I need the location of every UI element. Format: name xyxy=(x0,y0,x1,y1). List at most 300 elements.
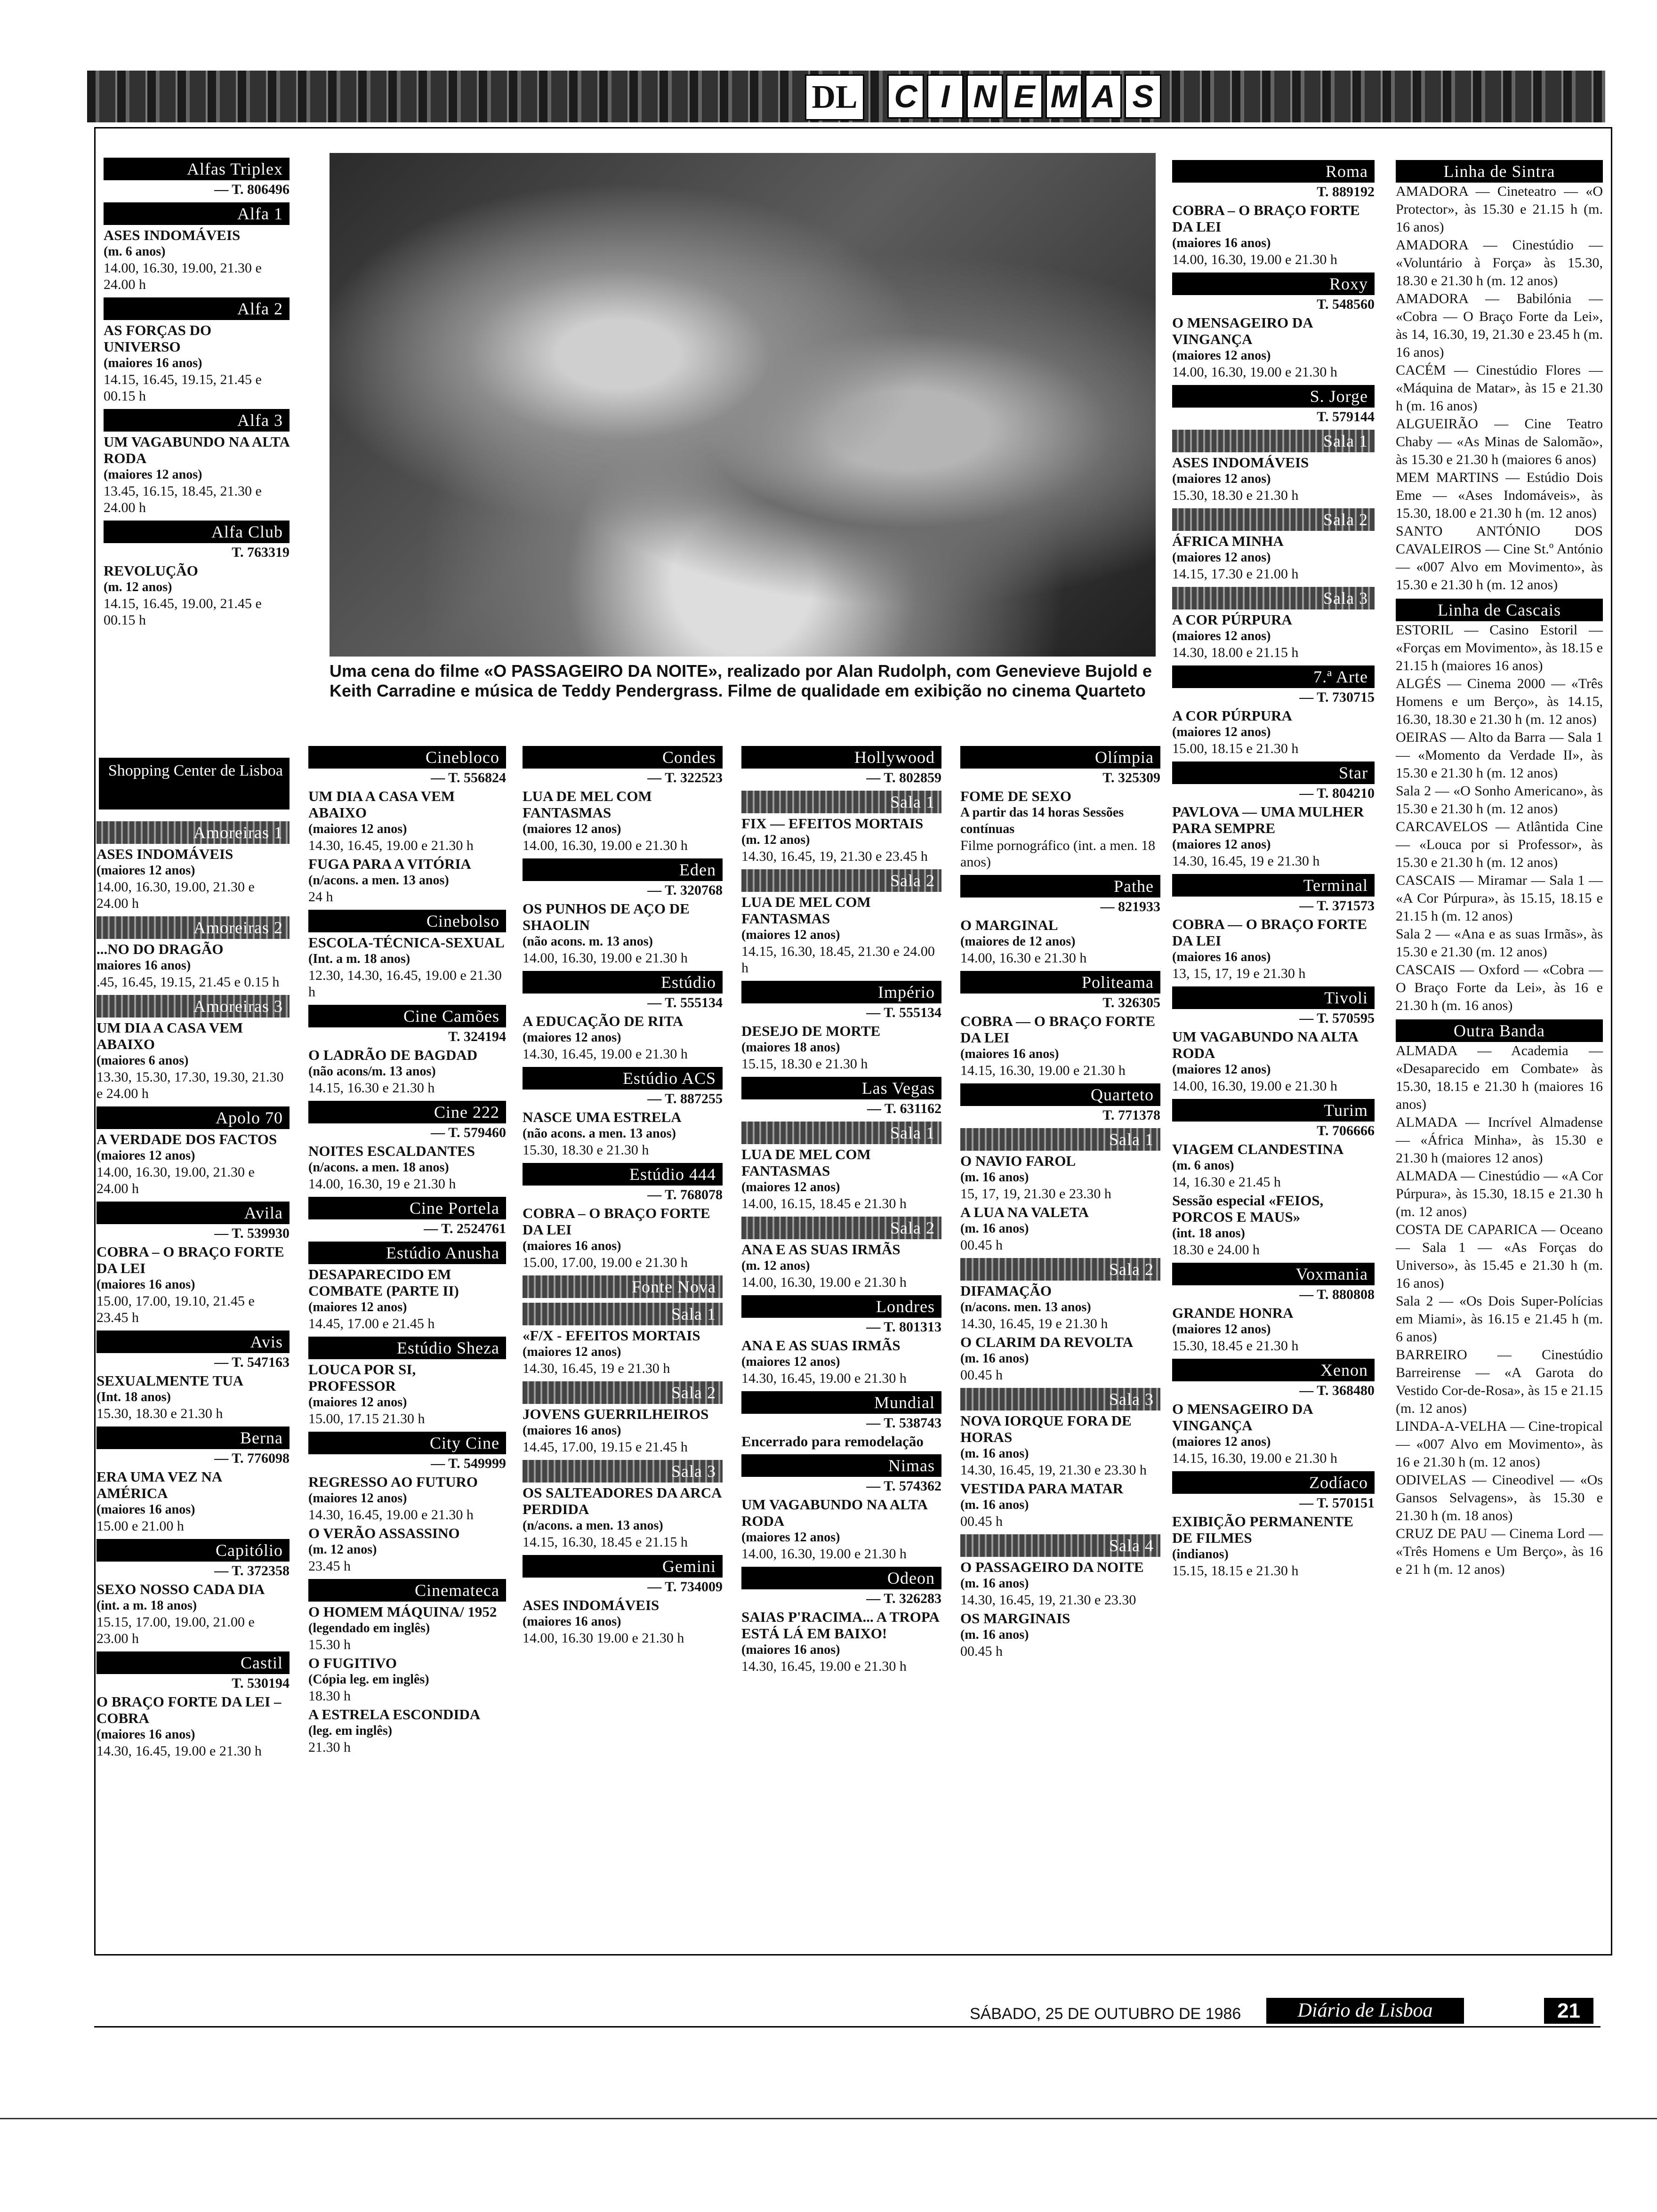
cinema-name-bar: Sala 4 xyxy=(960,1534,1160,1557)
film-rating: (maiores 16 anos) xyxy=(523,1423,621,1438)
cinema-entry xyxy=(523,1460,723,1550)
showtimes: 15.30, 18.30 e 21.30 h xyxy=(97,1406,223,1421)
film-title: A COR PÚRPURA xyxy=(1172,707,1292,724)
column-5 xyxy=(960,741,1160,1662)
page-header-banner xyxy=(87,71,1605,122)
showtimes: 14.30, 16.45, 19 e 21.30 h xyxy=(960,1316,1108,1331)
cinemas-title xyxy=(887,74,1164,118)
film-title: DESEJO DE MORTE xyxy=(741,1023,881,1039)
film-title: UM DIA A CASA VEM ABAIXO xyxy=(97,1019,243,1052)
cinema-phone: — T. 538743 xyxy=(866,1415,941,1431)
regional-listing: BARREIRO — Cinestúdio Barreirense — «A Garota do Vestido Cor-de-Rosa», às 15 e 21.15 (m. 12 anos) xyxy=(1396,1347,1603,1416)
showtimes: 14.45, 17.00, 19.15 e 21.45 h xyxy=(523,1439,688,1455)
showtimes: 15.00, 17.00, 19.10, 21.45 e 23.45 h xyxy=(97,1293,255,1325)
film-title: ASES INDOMÁVEIS xyxy=(97,846,233,862)
showtimes: 14.15, 16.45, 19.00, 21.45 e 00.15 h xyxy=(104,596,262,628)
cinema-entry xyxy=(1172,1263,1375,1354)
cinema-entry xyxy=(97,1202,290,1326)
film-rating: (n/acons. a men. 18 anos) xyxy=(308,1160,449,1175)
film-title: LUA DE MEL COM FANTASMAS xyxy=(741,894,871,927)
showtimes: 14.00, 16.30 19.00 e 21.30 h xyxy=(523,1630,684,1646)
region-header: Linha de Cascais xyxy=(1396,599,1603,621)
cinema-phone: — T. 570595 xyxy=(1299,1010,1375,1026)
film-title: A VERDADE DOS FACTOS xyxy=(97,1131,277,1147)
cinema-name-bar: Olímpia xyxy=(960,746,1160,769)
column-6 xyxy=(1172,155,1375,1582)
column-3 xyxy=(523,741,723,1649)
cinema-phone: T. 771378 xyxy=(1102,1107,1160,1123)
film-rating: (maiores 16 anos) xyxy=(960,1047,1059,1061)
film-rating: (maiores 12 anos) xyxy=(523,1345,621,1359)
cinema-phone: — T. 768078 xyxy=(647,1187,723,1202)
cinema-entry xyxy=(741,1391,941,1450)
showtimes: 15.15, 18.15 e 21.30 h xyxy=(1172,1563,1299,1579)
showtimes: 14.15, 16.30, 18.45 e 21.15 h xyxy=(523,1534,688,1550)
film-title: O BRAÇO FORTE DA LEI – COBRA xyxy=(97,1693,282,1726)
cinema-entry xyxy=(741,791,941,865)
film-title: ERA UMA VEZ NA AMÉRICA xyxy=(97,1468,222,1501)
film-title: ANA E AS SUAS IRMÃS xyxy=(741,1337,901,1354)
cinema-name-bar: Alfa 3 xyxy=(104,409,290,432)
cinema-name-bar: Estúdio Anusha xyxy=(308,1242,506,1264)
showtimes: 00.45 h xyxy=(960,1367,1003,1383)
film-rating: (maiores 16 anos) xyxy=(523,1239,621,1253)
film-title: DESAPARECIDO EM COMBATE (PARTE II) xyxy=(308,1266,459,1299)
cinema-phone: T. 326305 xyxy=(1102,995,1160,1010)
cinema-name-bar: Eden xyxy=(523,858,723,881)
cinema-entry xyxy=(523,1555,723,1646)
showtimes: 14.15, 16.30, 19.00 e 21.30 h xyxy=(960,1063,1126,1078)
cinema-entry xyxy=(960,1128,1160,1253)
film-rating: (m. 12 anos) xyxy=(741,1258,810,1273)
cinema-name-bar: Império xyxy=(741,981,941,1003)
cinema-entry xyxy=(1172,761,1375,869)
cinema-phone: T. 325309 xyxy=(1102,770,1160,785)
film-rating: (indianos) xyxy=(1172,1547,1229,1562)
cinema-entry xyxy=(308,1242,506,1332)
cinema-name-bar: Estúdio Sheza xyxy=(308,1337,506,1359)
cinema-entry xyxy=(741,1454,941,1562)
film-title: O MARGINAL xyxy=(960,917,1058,933)
film-rating: (m. 16 anos) xyxy=(960,1627,1029,1642)
regional-listing: ALGUEIRÃO — Cine Teatro Chaby — «As Minas de Salomão», às 15.30 e 21.30 h (maiores 6 anos) xyxy=(1396,416,1603,467)
film-title: O LADRÃO DE BAGDAD xyxy=(308,1047,478,1063)
film-rating: (m. 12 anos) xyxy=(741,833,810,847)
cinema-phone: — T. 804210 xyxy=(1299,785,1375,801)
shopping-center-header: Shopping Center de Lisboa xyxy=(99,758,290,809)
regional-listing: ALGÉS — Cinema 2000 — «Três Homens e um Berço», às 14.15, 16.30, 18.30 e 21.30 h (m. 12 anos) xyxy=(1396,676,1603,727)
film-title: ÁFRICA MINHA xyxy=(1172,533,1284,549)
film-title: UM VAGABUNDO NA ALTA RODA xyxy=(1172,1028,1358,1061)
cinema-name-bar: City Cine xyxy=(308,1432,506,1454)
film-rating: (m. 16 anos) xyxy=(960,1498,1029,1512)
cinema-entry xyxy=(523,858,723,966)
showtimes: 12.30, 14.30, 16.45, 19.00 e 21.30 h xyxy=(308,968,502,1000)
film-rating: (m. 12 anos) xyxy=(104,580,172,594)
cinema-entry xyxy=(1172,1471,1375,1579)
film-rating: (maiores 12 anos) xyxy=(741,1530,840,1545)
film-title: COBRA – O BRAÇO FORTE DA LEI xyxy=(1172,202,1360,235)
film-rating: (maiores 16 anos) xyxy=(97,1502,195,1517)
film-title: LOUCA POR SI, PROFESSOR xyxy=(308,1361,416,1394)
cinema-entry xyxy=(308,1432,506,1574)
cinema-entry xyxy=(741,1077,941,1117)
cinema-phone: T. 763319 xyxy=(232,545,290,560)
cinema-phone: — T. 368480 xyxy=(1299,1383,1375,1398)
cinema-name-bar: S. Jorge xyxy=(1172,385,1375,408)
showtimes: 15, 17, 19, 21.30 e 23.30 h xyxy=(960,1186,1111,1202)
film-title: PAVLOVA — UMA MULHER PARA SEMPRE xyxy=(1172,803,1364,836)
showtimes: 14.00, 16.30, 19.00 e 21.30 h xyxy=(1172,252,1337,267)
regional-listing: LINDA-A-VELHA — Cine-tropical — «007 Alvo em Movimento», às 16 e 21.30 h (m. 12 anos) xyxy=(1396,1419,1603,1470)
photo-caption: Uma cena do filme «O PASSAGEIRO DA NOITE», realizado por Alan Rudolph, com Genevieve Bujold e Keith Carradine e música de Teddy Pendergrass. Filme de qualidade em exibição no cinema Quarteto xyxy=(330,661,1152,700)
showtimes: 14.30, 18.00 e 21.15 h xyxy=(1172,645,1299,660)
film-rating: (maiores 12 anos) xyxy=(741,1354,840,1369)
showtimes: 15.00, 17.00, 19.00 e 21.30 h xyxy=(523,1255,688,1270)
film-title: O MENSAGEIRO DA VINGANÇA xyxy=(1172,1401,1312,1434)
film-rating: (m. 6 anos) xyxy=(1172,1158,1234,1173)
showtimes: 15.15, 17.00, 19.00, 21.00 e 23.00 h xyxy=(97,1614,255,1646)
regional-listing: CASCAIS — Miramar — Sala 1 — «A Cor Púrpura», às 15.15, 18.15 e 21.15 h (m. 12 anos) xyxy=(1396,873,1603,924)
film-title: JOVENS GUERRILHEIROS xyxy=(523,1406,709,1422)
film-rating: (maiores 12 anos) xyxy=(1172,1435,1271,1449)
film-rating: (m. 16 anos) xyxy=(960,1351,1029,1366)
showtimes: 14.30, 16.45, 19, 21.30 e 23.30 xyxy=(960,1592,1136,1608)
film-rating: (maiores 12 anos) xyxy=(1172,1062,1271,1077)
film-rating: (m. 16 anos) xyxy=(960,1221,1029,1236)
cinema-entry xyxy=(97,1651,290,1759)
cinema-entry xyxy=(523,971,723,1062)
cinema-name-bar: Odeon xyxy=(741,1567,941,1589)
film-rating: (maiores 12 anos) xyxy=(1172,550,1271,565)
showtimes: 14.15, 17.30 e 21.00 h xyxy=(1172,566,1299,582)
film-rating: A partir das 14 horas Sessões contínuas xyxy=(960,805,1124,836)
cinema-phone: — T. 734009 xyxy=(647,1579,723,1595)
cinema-entry xyxy=(104,297,290,404)
showtimes: 24 h xyxy=(308,889,333,905)
film-title: GRANDE HONRA xyxy=(1172,1305,1294,1321)
film-rating: (maiores 6 anos) xyxy=(97,1053,189,1068)
cinema-entry xyxy=(97,916,290,990)
cinema-name-bar: Alfa 2 xyxy=(104,297,290,320)
showtimes: 14.00, 16.30, 19.00 e 21.30 h xyxy=(1172,1078,1337,1094)
showtimes: 18.30 h xyxy=(308,1688,351,1704)
cinema-entry xyxy=(741,1295,941,1387)
cinema-name-bar: Sala 2 xyxy=(741,1217,941,1239)
cinema-name-bar: Sala 1 xyxy=(741,1122,941,1144)
cinema-entry xyxy=(97,1427,290,1534)
cinema-name-bar: Cine Portela xyxy=(308,1197,506,1219)
region-header: Outra Banda xyxy=(1396,1019,1603,1042)
film-title: ASES INDOMÁVEIS xyxy=(104,227,241,243)
film-rating: (maiores 12 anos) xyxy=(97,1148,195,1163)
cinema-entry xyxy=(741,869,941,976)
film-still-photo xyxy=(330,153,1156,657)
cinema-name-bar: Sala 2 xyxy=(523,1381,723,1404)
film-title: SEXO NOSSO CADA DIA xyxy=(97,1581,265,1597)
cinema-phone: T. 324194 xyxy=(448,1029,506,1044)
page-bottom-rule xyxy=(0,2118,1657,2119)
film-rating: (maiores 12 anos) xyxy=(1172,472,1271,486)
cinema-name-bar: Sala 1 xyxy=(1172,430,1375,452)
film-rating: (maiores 16 anos) xyxy=(97,1277,195,1292)
cinema-phone: — T. 801313 xyxy=(866,1319,941,1335)
film-rating: (maiores 12 anos) xyxy=(523,822,621,836)
regional-listing: ALMADA — Incrível Almadense — «África Minha», às 15.30 e 21.30 h (maiores 12 anos) xyxy=(1396,1114,1603,1166)
regional-listing: AMADORA — Babilónia — «Cobra — O Braço Forte da Lei», às 14, 16.30, 19, 21.30 e 23.45 h (m. 16 anos) xyxy=(1396,291,1603,360)
film-title: DIFAMAÇÃO xyxy=(960,1282,1052,1299)
film-title: SAIAS P'RACIMA... A TROPA ESTÁ LÁ EM BAIXO! xyxy=(741,1609,939,1642)
cinema-name-bar: Turim xyxy=(1172,1099,1375,1122)
film-rating: (n/acons. a men. 13 anos) xyxy=(523,1518,663,1533)
cinema-name-bar: Xenon xyxy=(1172,1359,1375,1381)
film-title: LUA DE MEL COM FANTASMAS xyxy=(741,1146,871,1179)
regional-listing: AMADORA — Cinestúdio — «Voluntário à Força» às 15.30, 18.30 e 21.30 h (m. 12 anos) xyxy=(1396,237,1603,289)
title-letter: I xyxy=(927,74,964,119)
film-rating: (maiores 12 anos) xyxy=(308,1300,407,1314)
showtimes: 15.15, 18.30 e 21.30 h xyxy=(741,1056,868,1072)
cinema-phone: — T. 555134 xyxy=(647,995,723,1010)
showtimes: 14.30, 16.45, 19.00 e 21.30 h xyxy=(741,1659,907,1674)
film-rating: (maiores 12 anos) xyxy=(1172,837,1271,852)
cinema-entry xyxy=(523,746,723,854)
film-rating: (m. 6 anos) xyxy=(104,244,166,259)
film-rating: (maiores 12 anos) xyxy=(1172,348,1271,363)
film-title: O MENSAGEIRO DA VINGANÇA xyxy=(1172,314,1312,347)
cinema-phone: — T. 326283 xyxy=(866,1591,941,1606)
showtimes: 00.45 h xyxy=(960,1237,1003,1253)
cinema-name-bar: Alfas Triplex xyxy=(104,158,290,180)
showtimes: 18.30 e 24.00 h xyxy=(1172,1242,1260,1258)
cinema-name-bar: Avis xyxy=(97,1330,290,1353)
regional-listing: CACÉM — Cinestúdio Flores — «Máquina de Matar», às 15 e 21.30 h (m. 16 anos) xyxy=(1396,362,1603,414)
film-title: NASCE UMA ESTRELA xyxy=(523,1109,682,1125)
cinema-entry xyxy=(1172,1099,1375,1258)
column-1 xyxy=(104,153,290,631)
regional-listing: ALMADA — Academia — «Desaparecido em Combate» às 15.30, 18.15 e 21.30 h (maiores 16 anos) xyxy=(1396,1043,1603,1112)
film-rating: (maiores de 12 anos) xyxy=(960,934,1076,949)
cinema-name-bar: Berna xyxy=(97,1427,290,1449)
cinema-name-bar: Londres xyxy=(741,1295,941,1318)
showtimes: Filme pornográfico (int. a men. 18 anos) xyxy=(960,838,1156,870)
film-rating: (leg. em inglês) xyxy=(308,1723,393,1738)
cinema-name-bar: Estúdio xyxy=(523,971,723,994)
cinema-entry xyxy=(308,1337,506,1427)
cinema-entry xyxy=(1172,272,1375,380)
film-title: FIX — EFEITOS MORTAIS xyxy=(741,815,924,832)
cinema-name-bar: Alfa Club xyxy=(104,521,290,543)
film-rating: (maiores 12 anos) xyxy=(308,1395,407,1410)
film-title: «F/X - EFEITOS MORTAIS xyxy=(523,1327,700,1344)
regional-listing: Sala 2 — «Os Dois Super-Polícias em Miami», às 16.15 e 21.45 h (m. 6 anos) xyxy=(1396,1293,1603,1345)
cinema-name-bar: Gemini xyxy=(523,1555,723,1578)
cinema-phone: — T. 802859 xyxy=(866,770,941,785)
cinema-phone: — T. 570151 xyxy=(1299,1495,1375,1511)
cinema-phone: — T. 776098 xyxy=(214,1451,290,1466)
film-rating: (maiores 12 anos) xyxy=(741,1180,840,1194)
cinema-entry xyxy=(523,1381,723,1455)
film-rating: (não acons. a men. 13 anos) xyxy=(523,1126,676,1141)
showtimes: 14.30, 16.45, 19.00 e 21.30 h xyxy=(308,1507,474,1523)
cinema-entry xyxy=(1172,508,1375,582)
film-title: NOITES ESCALDANTES xyxy=(308,1143,475,1159)
cinema-name-bar: Sala 3 xyxy=(523,1460,723,1483)
film-title: A EDUCAÇÃO DE RITA xyxy=(523,1013,684,1029)
cinema-name-bar: Cinebolso xyxy=(308,910,506,932)
film-rating: (Cópia leg. em inglês) xyxy=(308,1672,429,1687)
title-letter: C xyxy=(887,74,924,119)
cinema-entry xyxy=(104,158,290,198)
film-rating: (maiores 16 anos) xyxy=(1172,236,1271,250)
film-title: ...NO DO DRAGÃO xyxy=(97,941,224,957)
cinema-phone: — T. 579460 xyxy=(431,1125,506,1140)
film-rating: (maiores 12 anos) xyxy=(1172,629,1271,643)
regional-listing: ALMADA — Cinestúdio — «A Cor Púrpura», às 15.30, 18.15 e 21.30 h (m. 12 anos) xyxy=(1396,1168,1603,1219)
film-rating: (maiores 16 anos) xyxy=(741,1643,840,1657)
column-2 xyxy=(308,741,506,1758)
film-rating: (maiores 12 anos) xyxy=(308,1491,407,1506)
film-title: FUGA PARA A VITÓRIA xyxy=(308,856,471,872)
cinema-name-bar: Estúdio 444 xyxy=(523,1163,723,1186)
film-rating: (maiores 12 anos) xyxy=(104,467,202,482)
film-title: VIAGEM CLANDESTINA xyxy=(1172,1141,1344,1157)
cinema-entry xyxy=(308,910,506,1000)
dl-logo: DL xyxy=(805,74,864,120)
film-rating: (m. 16 anos) xyxy=(960,1576,1029,1591)
cinema-name-bar: Las Vegas xyxy=(741,1077,941,1099)
cinema-name-bar: Sala 1 xyxy=(523,1303,723,1325)
showtimes: 15.30, 18.45 e 21.30 h xyxy=(1172,1338,1299,1354)
film-title: O FUGITIVO xyxy=(308,1655,397,1671)
film-title: EXIBIÇÃO PERMANENTE DE FILMES xyxy=(1172,1513,1353,1546)
cinema-name-bar: Mundial xyxy=(741,1391,941,1414)
showtimes: .45, 16.45, 19.15, 21.45 e 0.15 h xyxy=(97,974,280,990)
regional-listing: CRUZ DE PAU — Cinema Lord — «Três Homens e Um Berço», às 16 e 21 h (m. 12 anos) xyxy=(1396,1526,1603,1577)
cinema-entry xyxy=(960,971,1160,1079)
film-rating: (maiores 12 anos) xyxy=(523,1030,621,1045)
film-title: O NAVIO FAROL xyxy=(960,1153,1076,1169)
cinema-entry xyxy=(1172,160,1375,268)
cinema-name-bar: Condes xyxy=(523,746,723,769)
cinema-phone: — T. 322523 xyxy=(647,770,723,785)
showtimes: 14.30, 16.45, 19 e 21.30 h xyxy=(1172,853,1320,869)
film-title: SEXUALMENTE TUA xyxy=(97,1372,244,1389)
film-title: ANA E AS SUAS IRMÃS xyxy=(741,1241,901,1258)
cinema-phone: T. 579144 xyxy=(1317,409,1375,425)
film-title: UM DIA A CASA VEM ABAIXO xyxy=(308,788,455,821)
showtimes: 14.15, 16.30, 19.00 e 21.30 h xyxy=(1172,1451,1337,1466)
showtimes: 13, 15, 17, 19 e 21.30 h xyxy=(1172,966,1306,981)
showtimes: 14.30, 16.45, 19.00 e 21.30 h xyxy=(741,1370,907,1386)
cinema-entry xyxy=(960,875,1160,966)
cinema-name-bar: Capitólio xyxy=(97,1539,290,1562)
film-rating: (m. 12 anos) xyxy=(308,1542,377,1557)
film-title: FOME DE SEXO xyxy=(960,788,1071,804)
cinema-entry xyxy=(741,981,941,1072)
film-title: REVOLUÇÃO xyxy=(104,562,198,579)
showtimes: 15.30, 18.30 e 21.30 h xyxy=(1172,488,1299,503)
cinema-name-bar: Apolo 70 xyxy=(97,1106,290,1129)
regional-listing: CARCAVELOS — Atlântida Cine — «Louca por si Professor», às 15.30 e 21.30 h (m. 12 anos) xyxy=(1396,819,1603,870)
title-letter: E xyxy=(1006,74,1043,119)
showtimes: 15.30 h xyxy=(308,1637,351,1652)
film-rating: (int. a m. 18 anos) xyxy=(97,1598,197,1613)
film-rating: (maiores 16 anos) xyxy=(104,356,202,370)
regional-listing: Sala 2 — «O Sonho Americano», às 15.30 e 21.30 h (m. 12 anos) xyxy=(1396,783,1603,817)
cinema-phone: T. 530194 xyxy=(232,1675,290,1691)
showtimes: 14.00, 16.30, 19.00 e 21.30 h xyxy=(1172,364,1337,380)
cinema-entry xyxy=(308,1579,506,1755)
film-title: A LUA NA VALETA xyxy=(960,1204,1089,1220)
regional-listing: COSTA DE CAPARICA — Oceano — Sala 1 — «As Forças do Universo», às 15.45 e 21.30 h (m. 16 anos) xyxy=(1396,1222,1603,1291)
film-title: ESCOLA-TÉCNICA-SEXUAL xyxy=(308,934,505,951)
showtimes: 14.15, 16.30, 18.45, 21.30 e 24.00 h xyxy=(741,944,935,976)
cinema-phone: — T. 2524761 xyxy=(424,1221,506,1236)
film-rating: (n/acons. men. 13 anos) xyxy=(960,1300,1091,1314)
showtimes: 15.00, 17.15 21.30 h xyxy=(308,1411,425,1427)
cinema-entry xyxy=(97,1539,290,1647)
film-title: ASES INDOMÁVEIS xyxy=(523,1597,660,1613)
cinema-entry xyxy=(97,1106,290,1197)
cinema-entry xyxy=(1172,1359,1375,1467)
cinema-entry xyxy=(1172,385,1375,425)
cinema-entry xyxy=(523,1067,723,1158)
cinema-name-bar: Politeama xyxy=(960,971,1160,994)
cinema-entry xyxy=(741,1122,941,1212)
cinema-name-bar: Avila xyxy=(97,1202,290,1224)
regional-listing: SANTO ANTÓNIO DOS CAVALEIROS — Cine St.º António — «007 Alvo em Movimento», às 15.30 e 21.30 h (m. 12 anos) xyxy=(1396,523,1603,593)
film-rating: (maiores 12 anos) xyxy=(97,863,195,878)
title-letter: A xyxy=(1085,74,1122,119)
regional-listing: CASCAIS — Oxford — «Cobra — O Braço Forte da Lei», às 16 e 21.30 h (m. 16 anos) xyxy=(1396,962,1603,1013)
page-number: 21 xyxy=(1544,1998,1593,2024)
title-letter: N xyxy=(966,74,1003,119)
column-1b xyxy=(97,817,290,1762)
film-rating: (maiores 12 anos) xyxy=(741,928,840,942)
film-title: COBRA – O BRAÇO FORTE DA LEI xyxy=(523,1205,710,1238)
showtimes: 21.30 h xyxy=(308,1739,351,1755)
cinema-entry xyxy=(960,1388,1160,1530)
showtimes: 14.30, 16.45, 19.00 e 21.30 h xyxy=(97,1743,262,1759)
cinema-entry xyxy=(308,746,506,905)
cinema-entry xyxy=(308,1005,506,1096)
cinema-entry xyxy=(104,521,290,628)
film-title: AS FORÇAS DO UNIVERSO xyxy=(104,322,212,355)
showtimes: 14.00, 16.30, 19.00 e 21.30 h xyxy=(741,1546,907,1562)
region-header: Linha de Sintra xyxy=(1396,160,1603,183)
showtimes: 13.45, 16.15, 18.45, 21.30 e 24.00 h xyxy=(104,483,262,515)
cinema-name-bar: Sala 2 xyxy=(1172,508,1375,531)
cinema-name-bar: 7.ª Arte xyxy=(1172,665,1375,688)
cinema-entry xyxy=(104,409,290,516)
cinema-name-bar: Nimas xyxy=(741,1454,941,1477)
cinema-name-bar: Zodíaco xyxy=(1172,1471,1375,1494)
showtimes: 14.00, 16.15, 18.45 e 21.30 h xyxy=(741,1196,907,1211)
showtimes: 14.30, 16.45, 19.00 e 21.30 h xyxy=(308,838,474,853)
footer-rule xyxy=(94,2026,1601,2028)
cinema-name-bar: Cine 222 xyxy=(308,1101,506,1123)
cinema-entry xyxy=(1172,430,1375,504)
cinema-name-bar: Quarteto xyxy=(960,1083,1160,1106)
cinema-entry xyxy=(741,746,941,786)
cinema-name-bar: Tivoli xyxy=(1172,986,1375,1009)
film-rating: (maiores 16 anos) xyxy=(97,1727,195,1742)
film-title: Sessão especial «FEIOS, PORCOS E MAUS» xyxy=(1172,1192,1324,1225)
showtimes: 14.00, 16.30, 19.00 e 21.30 h xyxy=(523,950,688,966)
column-regional xyxy=(1396,155,1603,1579)
film-rating: (n/acons. a men. 13 anos) xyxy=(308,873,449,888)
cinema-phone: — T. 549999 xyxy=(431,1456,506,1471)
